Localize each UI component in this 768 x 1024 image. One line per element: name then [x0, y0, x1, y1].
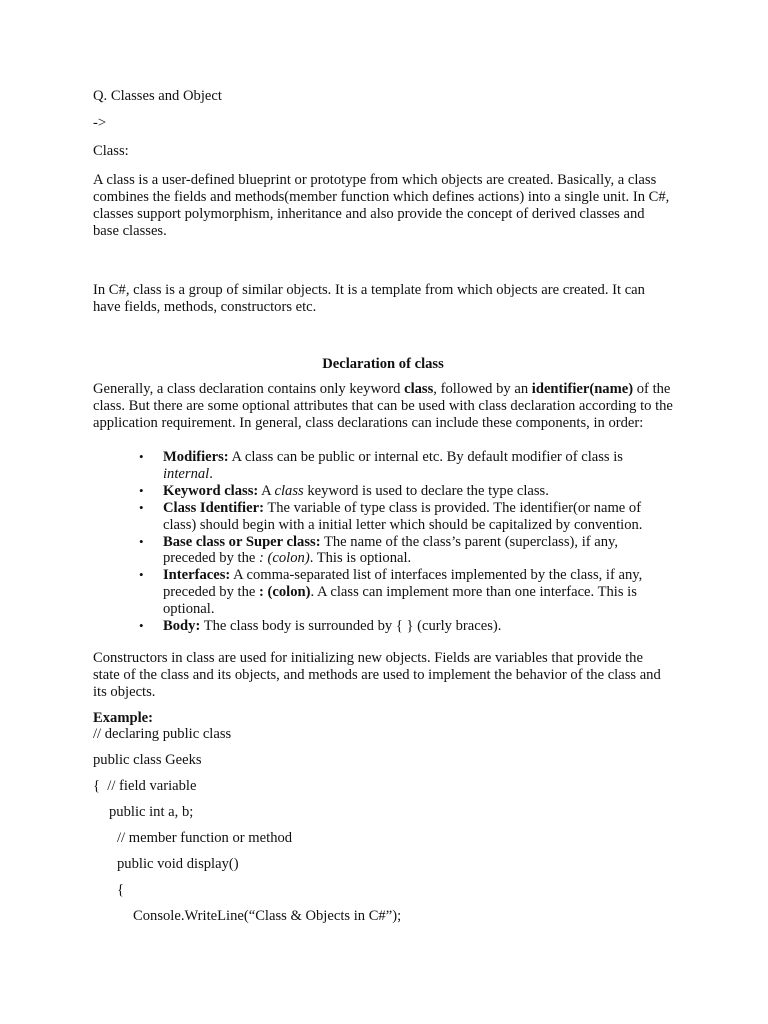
class-label: Class: [93, 143, 129, 159]
bullet-icon: • [139, 618, 144, 634]
list-item-base-class: • Base class or Super class: The name of the class’s parent (superclass), if any, preceded by the : (colon). This is optional. [139, 533, 619, 567]
code-line: Console.WriteLine(“Class & Objects in C#”); [133, 908, 402, 924]
constructors-paragraph: Constructors in class are used for initializing new objects. Fields are variables that provide the state of the class and its objects, and methods are used to implement the behavior of the class and its objects. [93, 650, 661, 700]
list-item-body: • Body: The class body is surrounded by { } (curly braces). [139, 618, 502, 635]
declaration-intro-paragraph: Generally, a class declaration contains only keyword class, followed by an identifier(name) of the class. But there are some optional attributes that can be used with class declaration according to the application requirement. In general, class declarations can include these components, in order: [93, 381, 673, 431]
class-components-list [139, 449, 669, 635]
code-line: public void display() [117, 856, 239, 872]
class-definition-paragraph: A class is a user-defined blueprint or prototype from which objects are created. Basically, a class combines the fields and methods(member function which defines actions) into a single unit. In C#, classes support polymorphism, inheritance and also provide the concept of derived classes and base classes. [93, 172, 670, 239]
example-label: Example: [93, 710, 153, 726]
bullet-icon: • [139, 567, 144, 583]
code-line: { // field variable [93, 778, 197, 794]
question-heading: Q. Classes and Object [93, 88, 222, 104]
bullet-icon: • [139, 449, 144, 464]
class-group-paragraph: In C#, class is a group of similar objects. It is a template from which objects are created. It can have fields, methods, constructors etc. [93, 282, 645, 315]
code-line: public class Geeks [93, 752, 202, 768]
list-item-class-identifier: • Class Identifier: The variable of type class is provided. The identifier(or name of class) should begin with a initial letter which should be capitalized by convention. [139, 499, 643, 533]
bullet-icon: • [139, 499, 144, 515]
code-line: public int a, b; [109, 804, 194, 820]
bullet-icon: • [139, 482, 144, 498]
list-item-modifiers: • Modifiers: A class can be public or internal etc. By default modifier of class is internal. [139, 449, 623, 482]
declaration-heading: Declaration of class [322, 356, 444, 372]
answer-arrow: -> [93, 115, 107, 131]
code-line: // member function or method [117, 830, 293, 846]
bullet-icon: • [139, 533, 144, 549]
code-line: { [117, 882, 125, 898]
list-item-keyword-class: • Keyword class: A class keyword is used to declare the type class. [139, 482, 549, 499]
code-line: // declaring public class [93, 726, 232, 742]
list-item-interfaces: • Interfaces: A comma-separated list of interfaces implemented by the class, if any, preceded by the : (colon). A class can implement more than one interface. This is optional. [139, 567, 643, 618]
